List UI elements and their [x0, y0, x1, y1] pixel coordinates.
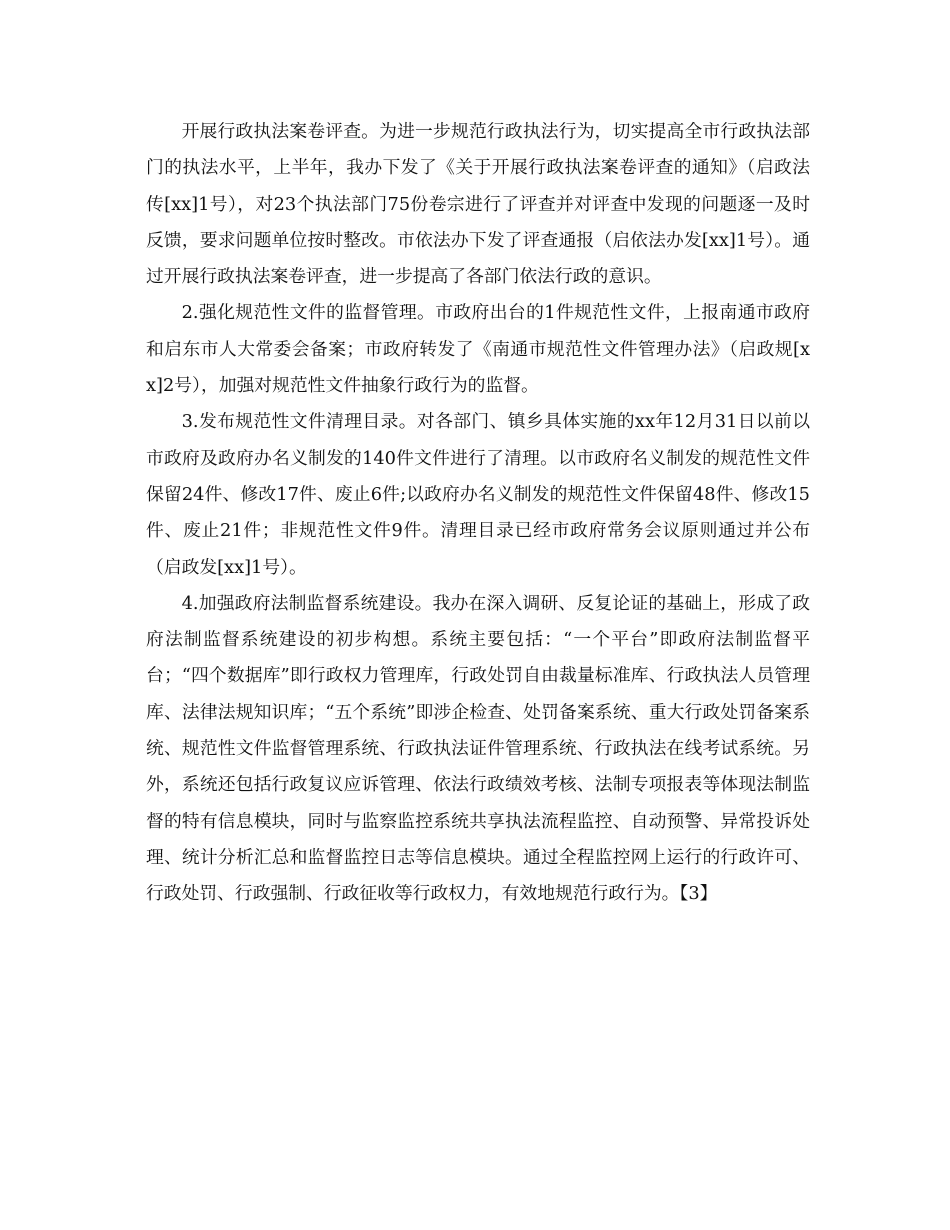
paragraph-case-file-review: 开展行政执法案卷评查。为进一步规范行政执法行为，切实提高全市行政执法部门的执法水平，上半年，我办下发了《关于开展行政执法案卷评查的通知》（启政法传[xx]1号），对23个执法部门75份卷宗进行了评查并对评查中发现的问题逐一及时反馈，要求问题单位按时整改。市依法办下发了评查通报（启依法办发[xx]1号）。通过开展行政执法案卷评查，进一步提高了各部门依法行政的意识。 [146, 121, 810, 288]
paragraph-supervision-system: 4.加强政府法制监督系统建设。我办在深入调研、反复论证的基础上，形成了政府法制监督系统建设的初步构想。系统主要包括：“一个平台”即政府法制监督平台；“四个数据库”即行政权力管理库，行政处罚自由裁量标准库、行政执法人员管理库、法律法规知识库；“五个系统”即涉企检查、处罚备案系统、重大行政处罚备案系统、规范性文件监督管理系统、行政执法证件管理系统、行政执法在线考试系统。另外，系统还包括行政复议应诉管理、依法行政绩效考核、法制专项报表等体现法制监督的特有信息模块，同时与监察监控系统共享执法流程监控、自动预警、异常投诉处理、统计分析汇总和监督监控日志等信息模块。通过全程监控网上运行的行政许可、行政处罚、行政强制、行政征收等行政权力，有效地规范行政行为。【3】 [146, 592, 810, 905]
document-body [146, 114, 810, 913]
paragraph-normative-docs-supervision: 2.强化规范性文件的监督管理。市政府出台的1件规范性文件，上报南通市政府和启东市人大常委会备案；市政府转发了《南通市规范性文件管理办法》（启政规[xx]2号），加强对规范性文件抽象行政行为的监督。 [146, 302, 810, 397]
paragraph-normative-docs-cleanup: 3.发布规范性文件清理目录。对各部门、镇乡具体实施的xx年12月31日以前以市政府及政府办名义制发的140件文件进行了清理。以市政府名义制发的规范性文件保留24件、修改17件、废止6件;以政府办名义制发的规范性文件保留48件、修改15件、废止21件；非规范性文件9件。清理目录已经市政府常务会议原则通过并公布（启政发[xx]1号）。 [146, 411, 810, 578]
